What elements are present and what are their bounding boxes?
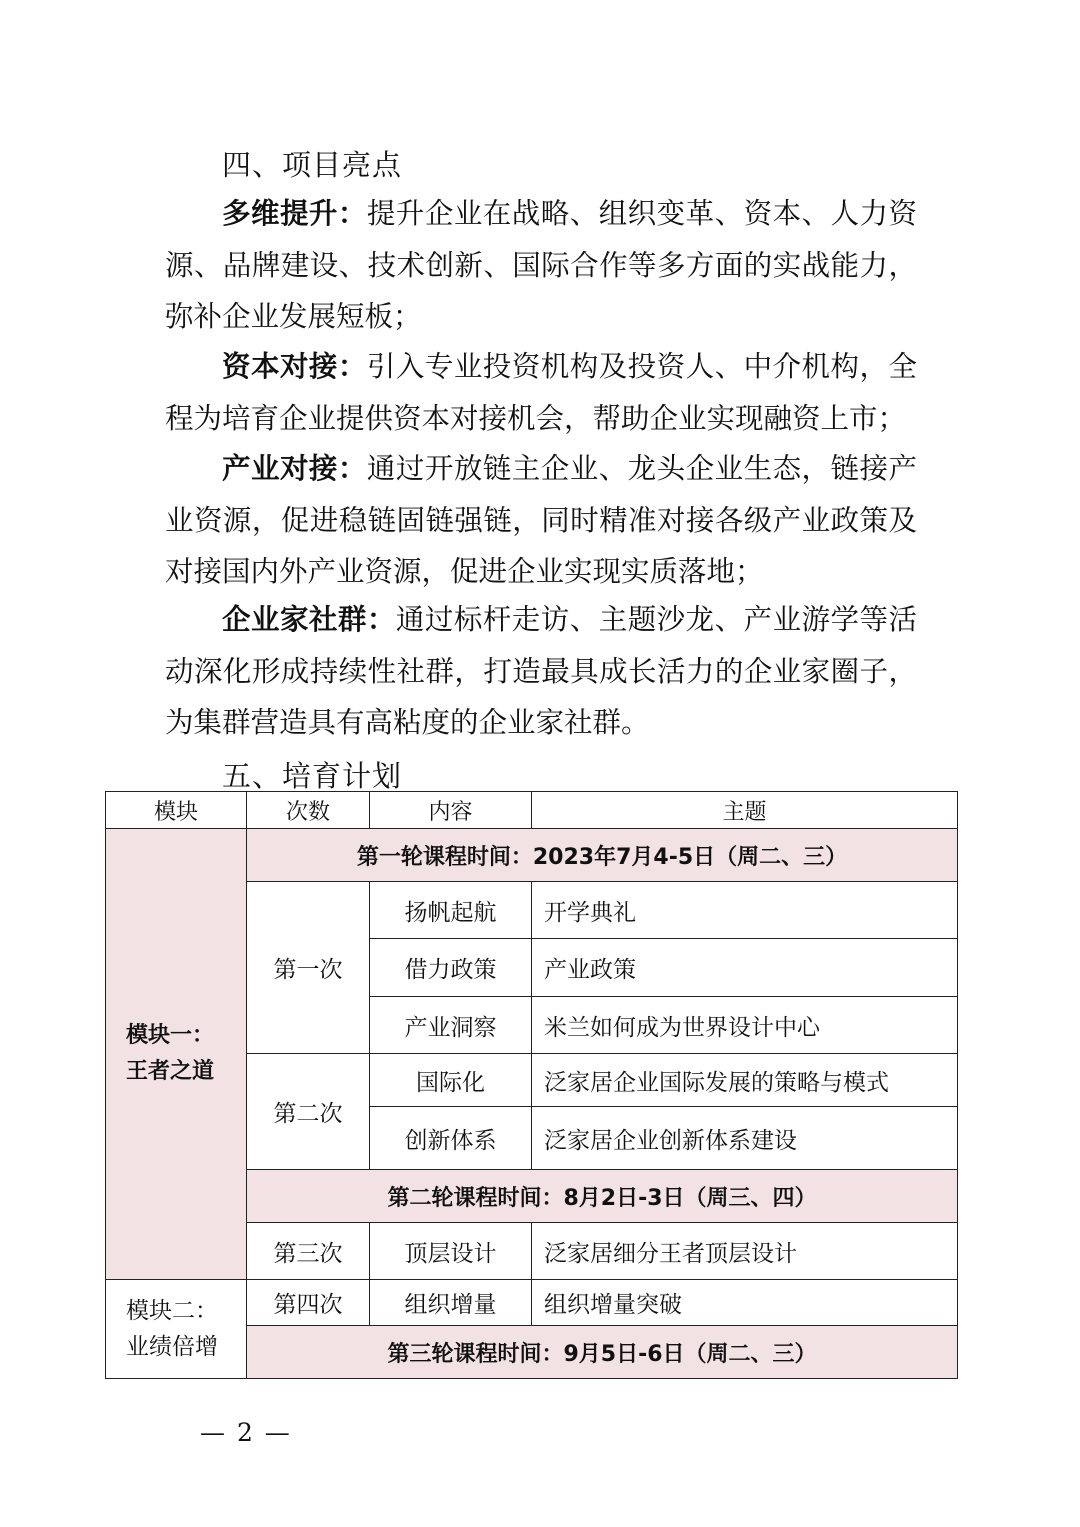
- content-cell: 创新体系: [370, 1107, 532, 1170]
- session-row: [106, 829, 958, 882]
- highlight-label: 资本对接：: [222, 350, 367, 383]
- training-plan-table: [105, 791, 958, 1379]
- highlight-paragraph: [165, 594, 917, 749]
- header-count: 次数: [247, 792, 370, 829]
- topic-cell: 泛家居企业创新体系建设: [532, 1107, 958, 1170]
- module-cell: 模块二：业绩倍增: [106, 1280, 247, 1379]
- highlight-text: 引入专业投资机构及投资人、中介机构，全程为培育企业提供资本对接机会，帮助企业实现融资上市；: [165, 350, 917, 435]
- header-module: 模块: [106, 792, 247, 829]
- session-time: 第二轮课程时间：8月2日-3日（周三、四）: [247, 1170, 958, 1223]
- header-content: 内容: [370, 792, 532, 829]
- topic-cell: 开学典礼: [532, 882, 958, 939]
- count-cell: 第二次: [247, 1054, 370, 1170]
- count-cell: 第四次: [247, 1280, 370, 1326]
- header-topic: 主题: [532, 792, 958, 829]
- session-time: 第一轮课程时间：2023年7月4-5日（周二、三）: [247, 829, 958, 882]
- content-cell: 扬帆起航: [370, 882, 532, 939]
- table-row: [106, 1280, 958, 1326]
- highlight-label: 企业家社群：: [222, 603, 396, 636]
- topic-cell: 米兰如何成为世界设计中心: [532, 997, 958, 1054]
- content-cell: 国际化: [370, 1054, 532, 1107]
- highlight-text: 提升企业在战略、组织变革、资本、人力资源、品牌建设、技术创新、国际合作等多方面的实战能力，弥补企业发展短板；: [165, 197, 917, 333]
- count-cell: 第一次: [247, 882, 370, 1054]
- highlight-paragraph: [165, 443, 917, 598]
- highlight-text: 通过开放链主企业、龙头企业生态，链接产业资源，促进稳链固链强链，同时精准对接各级产业政策及对接国内外产业资源，促进企业实现实质落地；: [165, 452, 917, 588]
- count-cell: 第三次: [247, 1223, 370, 1280]
- topic-cell: 泛家居企业国际发展的策略与模式: [532, 1054, 958, 1107]
- highlight-paragraph: [165, 188, 917, 343]
- section-heading-highlights: 四、项目亮点: [222, 148, 403, 182]
- highlight-label: 产业对接：: [222, 452, 367, 485]
- content-cell: 产业洞察: [370, 997, 532, 1054]
- highlight-label: 多维提升：: [222, 197, 367, 230]
- content-cell: 借力政策: [370, 939, 532, 997]
- module-cell: 模块一：王者之道: [106, 829, 247, 1280]
- content-cell: 顶层设计: [370, 1223, 532, 1280]
- section-heading-plan: 五、培育计划: [222, 759, 403, 793]
- highlight-text: 通过标杆走访、主题沙龙、产业游学等活动深化形成持续性社群，打造最具成长活力的企业家圈子，为集群营造具有高粘度的企业家社群。: [165, 603, 917, 739]
- page-number: — 2 —: [200, 1418, 292, 1447]
- highlight-paragraph: [165, 341, 917, 444]
- session-time: 第三轮课程时间：9月5日-6日（周二、三）: [247, 1326, 958, 1379]
- topic-cell: 组织增量突破: [532, 1280, 958, 1326]
- topic-cell: 泛家居细分王者顶层设计: [532, 1223, 958, 1280]
- table-header-row: [106, 792, 958, 829]
- topic-cell: 产业政策: [532, 939, 958, 997]
- content-cell: 组织增量: [370, 1280, 532, 1326]
